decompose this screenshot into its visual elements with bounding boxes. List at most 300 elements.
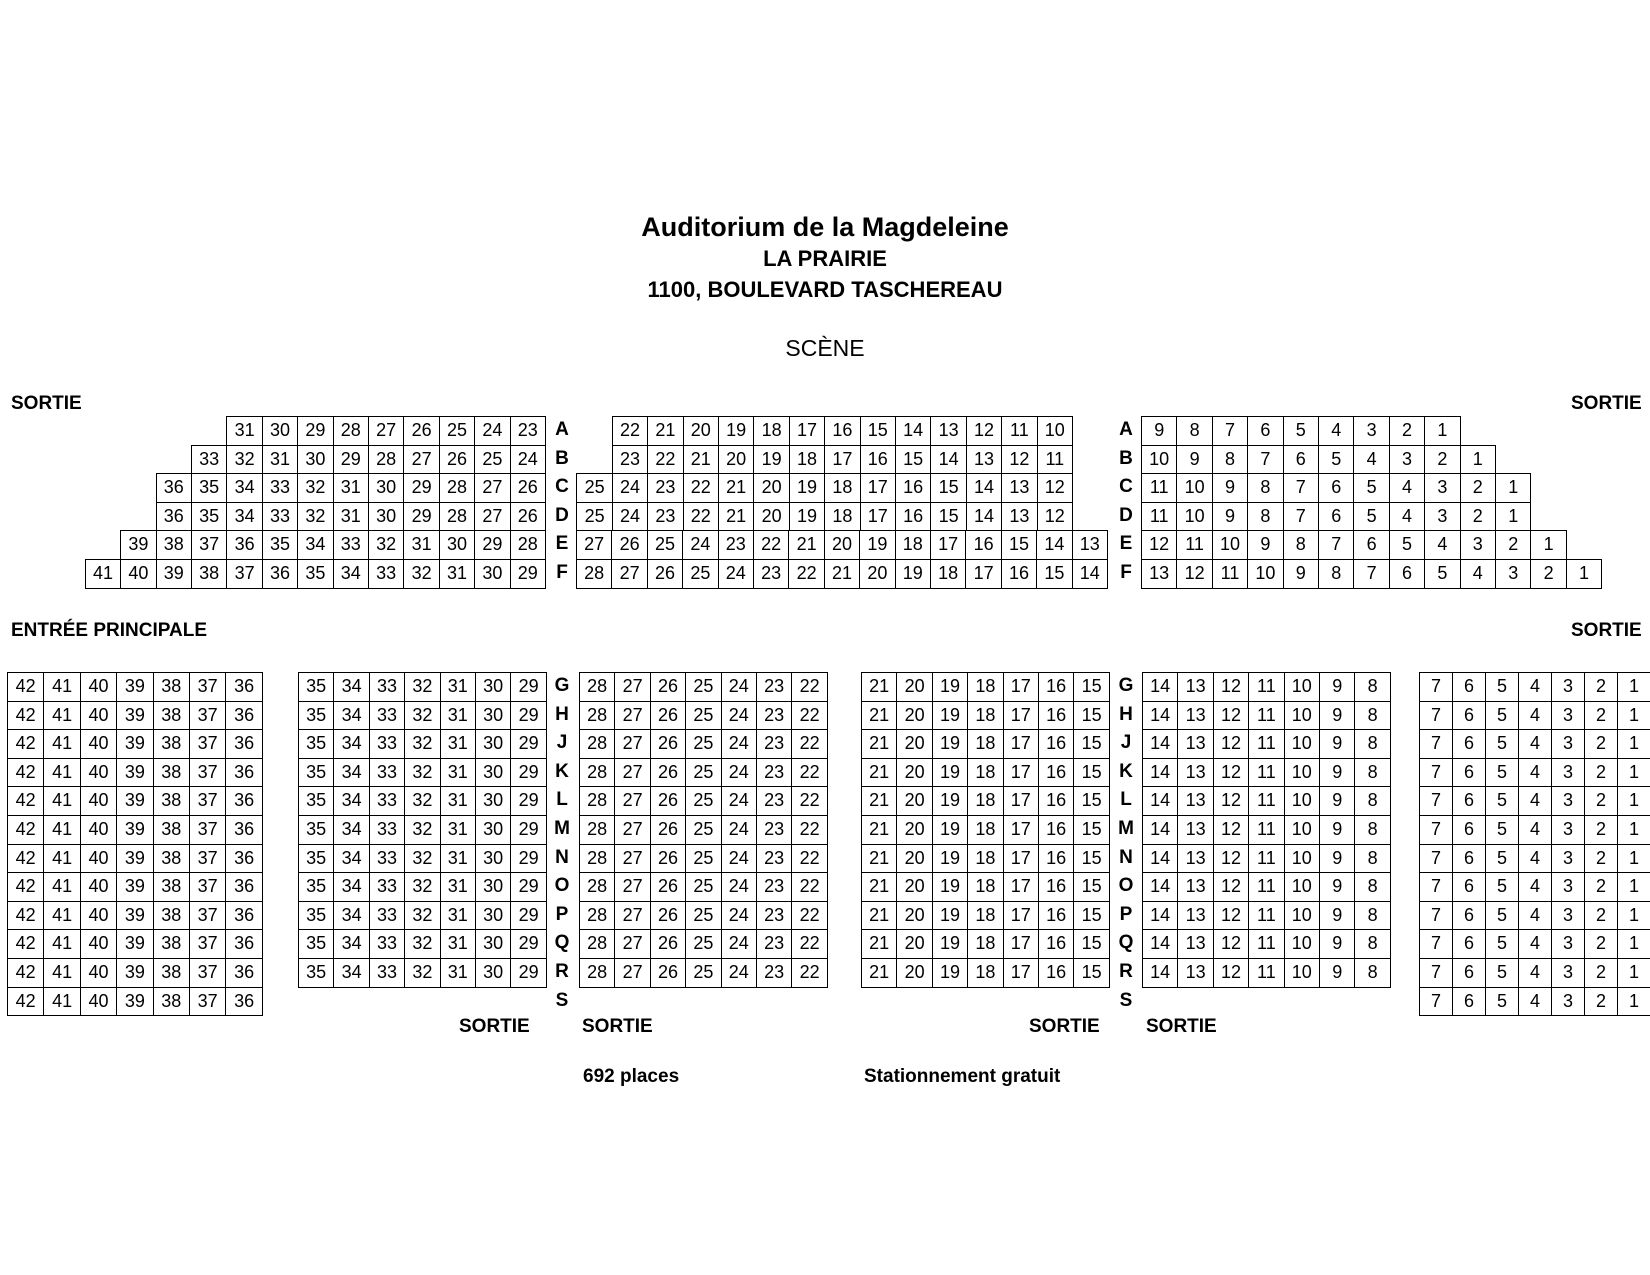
seat-K-30[interactable]: 30 [475,758,511,788]
seat-M-32[interactable]: 32 [404,815,440,845]
seat-C-30[interactable]: 30 [368,473,404,503]
seat-L-17[interactable]: 17 [1003,786,1039,816]
seat-H-42[interactable]: 42 [7,701,44,731]
seat-P-5[interactable]: 5 [1485,901,1519,931]
seat-B-28[interactable]: 28 [368,445,404,475]
seat-H-21[interactable]: 21 [861,701,897,731]
seat-H-20[interactable]: 20 [896,701,932,731]
seat-H-17[interactable]: 17 [1003,701,1039,731]
seat-H-16[interactable]: 16 [1038,701,1074,731]
seat-H-2[interactable]: 2 [1584,701,1618,731]
seat-M-15[interactable]: 15 [1073,815,1109,845]
seat-E-17[interactable]: 17 [930,530,966,560]
seat-K-7[interactable]: 7 [1419,758,1453,788]
seat-K-28[interactable]: 28 [579,758,615,788]
seat-H-39[interactable]: 39 [116,701,153,731]
seat-F-36[interactable]: 36 [262,559,298,589]
seat-L-25[interactable]: 25 [685,786,721,816]
seat-B-7[interactable]: 7 [1247,445,1283,475]
seat-K-1[interactable]: 1 [1617,758,1650,788]
seat-P-1[interactable]: 1 [1617,901,1650,931]
seat-O-33[interactable]: 33 [369,872,405,902]
seat-J-20[interactable]: 20 [896,729,932,759]
seat-A-12[interactable]: 12 [966,416,1002,446]
seat-P-20[interactable]: 20 [896,901,932,931]
seat-B-33[interactable]: 33 [191,445,227,475]
seat-Q-41[interactable]: 41 [43,929,80,959]
seat-N-24[interactable]: 24 [721,844,757,874]
seat-L-42[interactable]: 42 [7,786,44,816]
seat-O-7[interactable]: 7 [1419,872,1453,902]
seat-D-36[interactable]: 36 [156,502,192,532]
seat-N-2[interactable]: 2 [1584,844,1618,874]
seat-H-40[interactable]: 40 [80,701,117,731]
seat-G-19[interactable]: 19 [932,672,968,702]
seat-R-9[interactable]: 9 [1319,958,1355,988]
seat-C-7[interactable]: 7 [1283,473,1319,503]
seat-H-32[interactable]: 32 [404,701,440,731]
seat-G-3[interactable]: 3 [1551,672,1585,702]
seat-A-21[interactable]: 21 [647,416,683,446]
seat-E-38[interactable]: 38 [156,530,192,560]
seat-N-26[interactable]: 26 [650,844,686,874]
seat-H-29[interactable]: 29 [510,701,546,731]
seat-D-32[interactable]: 32 [297,502,333,532]
seat-M-24[interactable]: 24 [721,815,757,845]
seat-E-27[interactable]: 27 [576,530,612,560]
seat-R-28[interactable]: 28 [579,958,615,988]
seat-G-10[interactable]: 10 [1284,672,1320,702]
seat-F-4[interactable]: 4 [1460,559,1496,589]
seat-C-15[interactable]: 15 [930,473,966,503]
seat-C-26[interactable]: 26 [510,473,546,503]
seat-C-21[interactable]: 21 [718,473,754,503]
seat-F-38[interactable]: 38 [191,559,227,589]
seat-M-1[interactable]: 1 [1617,815,1650,845]
seat-A-4[interactable]: 4 [1318,416,1354,446]
seat-G-4[interactable]: 4 [1518,672,1552,702]
seat-J-35[interactable]: 35 [298,729,334,759]
seat-E-20[interactable]: 20 [824,530,860,560]
seat-Q-22[interactable]: 22 [791,929,827,959]
seat-M-6[interactable]: 6 [1452,815,1486,845]
seat-Q-36[interactable]: 36 [225,929,262,959]
seat-L-27[interactable]: 27 [614,786,650,816]
seat-Q-39[interactable]: 39 [116,929,153,959]
seat-L-20[interactable]: 20 [896,786,932,816]
seat-D-26[interactable]: 26 [510,502,546,532]
seat-H-5[interactable]: 5 [1485,701,1519,731]
seat-O-11[interactable]: 11 [1248,872,1284,902]
seat-H-18[interactable]: 18 [967,701,1003,731]
seat-K-36[interactable]: 36 [225,758,262,788]
seat-C-34[interactable]: 34 [226,473,262,503]
seat-C-1[interactable]: 1 [1495,473,1531,503]
seat-B-31[interactable]: 31 [262,445,298,475]
seat-J-29[interactable]: 29 [510,729,546,759]
seat-A-15[interactable]: 15 [860,416,896,446]
seat-J-42[interactable]: 42 [7,729,44,759]
seat-M-22[interactable]: 22 [791,815,827,845]
seat-F-21[interactable]: 21 [824,559,860,589]
seat-F-12[interactable]: 12 [1176,559,1212,589]
seat-E-32[interactable]: 32 [368,530,404,560]
seat-C-33[interactable]: 33 [262,473,298,503]
seat-A-13[interactable]: 13 [930,416,966,446]
seat-O-14[interactable]: 14 [1142,872,1178,902]
seat-G-33[interactable]: 33 [369,672,405,702]
seat-B-16[interactable]: 16 [860,445,896,475]
seat-K-13[interactable]: 13 [1177,758,1213,788]
seat-Q-33[interactable]: 33 [369,929,405,959]
seat-E-13[interactable]: 13 [1072,530,1108,560]
seat-G-24[interactable]: 24 [721,672,757,702]
seat-E-12[interactable]: 12 [1141,530,1177,560]
seat-D-31[interactable]: 31 [333,502,369,532]
seat-K-21[interactable]: 21 [861,758,897,788]
seat-M-28[interactable]: 28 [579,815,615,845]
seat-N-41[interactable]: 41 [43,844,80,874]
seat-Q-7[interactable]: 7 [1419,929,1453,959]
seat-F-33[interactable]: 33 [368,559,404,589]
seat-P-23[interactable]: 23 [756,901,792,931]
seat-Q-14[interactable]: 14 [1142,929,1178,959]
seat-B-15[interactable]: 15 [895,445,931,475]
seat-F-32[interactable]: 32 [403,559,439,589]
seat-H-26[interactable]: 26 [650,701,686,731]
seat-Q-19[interactable]: 19 [932,929,968,959]
seat-K-20[interactable]: 20 [896,758,932,788]
seat-L-41[interactable]: 41 [43,786,80,816]
seat-E-5[interactable]: 5 [1389,530,1425,560]
seat-N-28[interactable]: 28 [579,844,615,874]
seat-O-21[interactable]: 21 [861,872,897,902]
seat-L-34[interactable]: 34 [333,786,369,816]
seat-C-8[interactable]: 8 [1247,473,1283,503]
seat-L-13[interactable]: 13 [1177,786,1213,816]
seat-P-8[interactable]: 8 [1354,901,1390,931]
seat-L-8[interactable]: 8 [1354,786,1390,816]
seat-J-16[interactable]: 16 [1038,729,1074,759]
seat-H-6[interactable]: 6 [1452,701,1486,731]
seat-L-37[interactable]: 37 [189,786,226,816]
seat-M-20[interactable]: 20 [896,815,932,845]
seat-N-22[interactable]: 22 [791,844,827,874]
seat-L-12[interactable]: 12 [1213,786,1249,816]
seat-D-13[interactable]: 13 [1001,502,1037,532]
seat-A-7[interactable]: 7 [1212,416,1248,446]
seat-O-25[interactable]: 25 [685,872,721,902]
seat-B-20[interactable]: 20 [718,445,754,475]
seat-F-31[interactable]: 31 [439,559,475,589]
seat-B-5[interactable]: 5 [1318,445,1354,475]
seat-K-34[interactable]: 34 [333,758,369,788]
seat-S-1[interactable]: 1 [1617,987,1650,1017]
seat-O-22[interactable]: 22 [791,872,827,902]
seat-L-4[interactable]: 4 [1518,786,1552,816]
seat-E-18[interactable]: 18 [895,530,931,560]
seat-L-38[interactable]: 38 [153,786,190,816]
seat-R-41[interactable]: 41 [43,958,80,988]
seat-G-32[interactable]: 32 [404,672,440,702]
seat-L-21[interactable]: 21 [861,786,897,816]
seat-K-31[interactable]: 31 [440,758,476,788]
seat-O-20[interactable]: 20 [896,872,932,902]
seat-S-41[interactable]: 41 [43,987,80,1017]
seat-H-28[interactable]: 28 [579,701,615,731]
seat-K-38[interactable]: 38 [153,758,190,788]
seat-N-19[interactable]: 19 [932,844,968,874]
seat-C-25[interactable]: 25 [576,473,612,503]
seat-R-29[interactable]: 29 [510,958,546,988]
seat-R-36[interactable]: 36 [225,958,262,988]
seat-C-11[interactable]: 11 [1141,473,1177,503]
seat-A-5[interactable]: 5 [1283,416,1319,446]
seat-K-27[interactable]: 27 [614,758,650,788]
seat-P-29[interactable]: 29 [510,901,546,931]
seat-N-37[interactable]: 37 [189,844,226,874]
seat-B-30[interactable]: 30 [297,445,333,475]
seat-J-40[interactable]: 40 [80,729,117,759]
seat-H-24[interactable]: 24 [721,701,757,731]
seat-Q-16[interactable]: 16 [1038,929,1074,959]
seat-M-26[interactable]: 26 [650,815,686,845]
seat-K-33[interactable]: 33 [369,758,405,788]
seat-P-27[interactable]: 27 [614,901,650,931]
seat-F-8[interactable]: 8 [1318,559,1354,589]
seat-O-3[interactable]: 3 [1551,872,1585,902]
seat-G-17[interactable]: 17 [1003,672,1039,702]
seat-K-3[interactable]: 3 [1551,758,1585,788]
seat-H-35[interactable]: 35 [298,701,334,731]
seat-G-6[interactable]: 6 [1452,672,1486,702]
seat-F-22[interactable]: 22 [788,559,824,589]
seat-L-28[interactable]: 28 [579,786,615,816]
seat-G-41[interactable]: 41 [43,672,80,702]
seat-O-40[interactable]: 40 [80,872,117,902]
seat-P-34[interactable]: 34 [333,901,369,931]
seat-P-16[interactable]: 16 [1038,901,1074,931]
seat-N-9[interactable]: 9 [1319,844,1355,874]
seat-P-39[interactable]: 39 [116,901,153,931]
seat-Q-20[interactable]: 20 [896,929,932,959]
seat-R-14[interactable]: 14 [1142,958,1178,988]
seat-A-2[interactable]: 2 [1389,416,1425,446]
seat-D-23[interactable]: 23 [647,502,683,532]
seat-J-3[interactable]: 3 [1551,729,1585,759]
seat-J-14[interactable]: 14 [1142,729,1178,759]
seat-A-24[interactable]: 24 [474,416,510,446]
seat-R-40[interactable]: 40 [80,958,117,988]
seat-J-19[interactable]: 19 [932,729,968,759]
seat-L-26[interactable]: 26 [650,786,686,816]
seat-F-9[interactable]: 9 [1283,559,1319,589]
seat-O-34[interactable]: 34 [333,872,369,902]
seat-M-12[interactable]: 12 [1213,815,1249,845]
seat-C-6[interactable]: 6 [1318,473,1354,503]
seat-K-4[interactable]: 4 [1518,758,1552,788]
seat-Q-23[interactable]: 23 [756,929,792,959]
seat-N-31[interactable]: 31 [440,844,476,874]
seat-O-17[interactable]: 17 [1003,872,1039,902]
seat-E-19[interactable]: 19 [859,530,895,560]
seat-G-21[interactable]: 21 [861,672,897,702]
seat-O-5[interactable]: 5 [1485,872,1519,902]
seat-Q-17[interactable]: 17 [1003,929,1039,959]
seat-J-7[interactable]: 7 [1419,729,1453,759]
seat-P-42[interactable]: 42 [7,901,44,931]
seat-O-36[interactable]: 36 [225,872,262,902]
seat-C-4[interactable]: 4 [1389,473,1425,503]
seat-R-8[interactable]: 8 [1354,958,1390,988]
seat-Q-27[interactable]: 27 [614,929,650,959]
seat-C-16[interactable]: 16 [895,473,931,503]
seat-K-19[interactable]: 19 [932,758,968,788]
seat-M-35[interactable]: 35 [298,815,334,845]
seat-B-17[interactable]: 17 [824,445,860,475]
seat-N-23[interactable]: 23 [756,844,792,874]
seat-H-30[interactable]: 30 [475,701,511,731]
seat-N-38[interactable]: 38 [153,844,190,874]
seat-F-20[interactable]: 20 [859,559,895,589]
seat-R-23[interactable]: 23 [756,958,792,988]
seat-N-16[interactable]: 16 [1038,844,1074,874]
seat-Q-12[interactable]: 12 [1213,929,1249,959]
seat-D-35[interactable]: 35 [191,502,227,532]
seat-L-18[interactable]: 18 [967,786,1003,816]
seat-A-18[interactable]: 18 [753,416,789,446]
seat-C-3[interactable]: 3 [1424,473,1460,503]
seat-J-23[interactable]: 23 [756,729,792,759]
seat-R-32[interactable]: 32 [404,958,440,988]
seat-N-10[interactable]: 10 [1284,844,1320,874]
seat-M-9[interactable]: 9 [1319,815,1355,845]
seat-G-40[interactable]: 40 [80,672,117,702]
seat-Q-6[interactable]: 6 [1452,929,1486,959]
seat-E-4[interactable]: 4 [1424,530,1460,560]
seat-J-26[interactable]: 26 [650,729,686,759]
seat-E-11[interactable]: 11 [1176,530,1212,560]
seat-Q-1[interactable]: 1 [1617,929,1650,959]
seat-M-33[interactable]: 33 [369,815,405,845]
seat-P-21[interactable]: 21 [861,901,897,931]
seat-D-8[interactable]: 8 [1247,502,1283,532]
seat-L-23[interactable]: 23 [756,786,792,816]
seat-C-20[interactable]: 20 [753,473,789,503]
seat-A-8[interactable]: 8 [1176,416,1212,446]
seat-O-35[interactable]: 35 [298,872,334,902]
seat-F-18[interactable]: 18 [930,559,966,589]
seat-N-34[interactable]: 34 [333,844,369,874]
seat-R-17[interactable]: 17 [1003,958,1039,988]
seat-G-37[interactable]: 37 [189,672,226,702]
seat-N-33[interactable]: 33 [369,844,405,874]
seat-N-40[interactable]: 40 [80,844,117,874]
seat-J-6[interactable]: 6 [1452,729,1486,759]
seat-S-5[interactable]: 5 [1485,987,1519,1017]
seat-K-6[interactable]: 6 [1452,758,1486,788]
seat-P-6[interactable]: 6 [1452,901,1486,931]
seat-F-29[interactable]: 29 [510,559,546,589]
seat-P-10[interactable]: 10 [1284,901,1320,931]
seat-G-34[interactable]: 34 [333,672,369,702]
seat-E-2[interactable]: 2 [1495,530,1531,560]
seat-L-16[interactable]: 16 [1038,786,1074,816]
seat-F-37[interactable]: 37 [226,559,262,589]
seat-G-25[interactable]: 25 [685,672,721,702]
seat-E-28[interactable]: 28 [510,530,546,560]
seat-L-6[interactable]: 6 [1452,786,1486,816]
seat-E-26[interactable]: 26 [611,530,647,560]
seat-J-5[interactable]: 5 [1485,729,1519,759]
seat-M-39[interactable]: 39 [116,815,153,845]
seat-H-22[interactable]: 22 [791,701,827,731]
seat-K-16[interactable]: 16 [1038,758,1074,788]
seat-G-16[interactable]: 16 [1038,672,1074,702]
seat-B-19[interactable]: 19 [753,445,789,475]
seat-B-27[interactable]: 27 [403,445,439,475]
seat-F-27[interactable]: 27 [611,559,647,589]
seat-P-9[interactable]: 9 [1319,901,1355,931]
seat-E-34[interactable]: 34 [297,530,333,560]
seat-K-5[interactable]: 5 [1485,758,1519,788]
seat-H-34[interactable]: 34 [333,701,369,731]
seat-E-24[interactable]: 24 [682,530,718,560]
seat-F-40[interactable]: 40 [120,559,156,589]
seat-B-12[interactable]: 12 [1001,445,1037,475]
seat-Q-4[interactable]: 4 [1518,929,1552,959]
seat-R-3[interactable]: 3 [1551,958,1585,988]
seat-J-24[interactable]: 24 [721,729,757,759]
seat-F-2[interactable]: 2 [1530,559,1566,589]
seat-S-3[interactable]: 3 [1551,987,1585,1017]
seat-Q-10[interactable]: 10 [1284,929,1320,959]
seat-P-19[interactable]: 19 [932,901,968,931]
seat-B-11[interactable]: 11 [1037,445,1073,475]
seat-L-36[interactable]: 36 [225,786,262,816]
seat-P-32[interactable]: 32 [404,901,440,931]
seat-O-39[interactable]: 39 [116,872,153,902]
seat-M-41[interactable]: 41 [43,815,80,845]
seat-K-9[interactable]: 9 [1319,758,1355,788]
seat-N-35[interactable]: 35 [298,844,334,874]
seat-M-11[interactable]: 11 [1248,815,1284,845]
seat-Q-34[interactable]: 34 [333,929,369,959]
seat-O-41[interactable]: 41 [43,872,80,902]
seat-F-30[interactable]: 30 [474,559,510,589]
seat-L-14[interactable]: 14 [1142,786,1178,816]
seat-S-6[interactable]: 6 [1452,987,1486,1017]
seat-S-37[interactable]: 37 [189,987,226,1017]
seat-D-29[interactable]: 29 [403,502,439,532]
seat-G-18[interactable]: 18 [967,672,1003,702]
seat-R-42[interactable]: 42 [7,958,44,988]
seat-C-31[interactable]: 31 [333,473,369,503]
seat-P-41[interactable]: 41 [43,901,80,931]
seat-S-4[interactable]: 4 [1518,987,1552,1017]
seat-D-28[interactable]: 28 [439,502,475,532]
seat-G-39[interactable]: 39 [116,672,153,702]
seat-E-1[interactable]: 1 [1530,530,1566,560]
seat-K-39[interactable]: 39 [116,758,153,788]
seat-F-1[interactable]: 1 [1566,559,1602,589]
seat-K-35[interactable]: 35 [298,758,334,788]
seat-E-22[interactable]: 22 [753,530,789,560]
seat-O-32[interactable]: 32 [404,872,440,902]
seat-E-35[interactable]: 35 [262,530,298,560]
seat-B-23[interactable]: 23 [612,445,648,475]
seat-R-26[interactable]: 26 [650,958,686,988]
